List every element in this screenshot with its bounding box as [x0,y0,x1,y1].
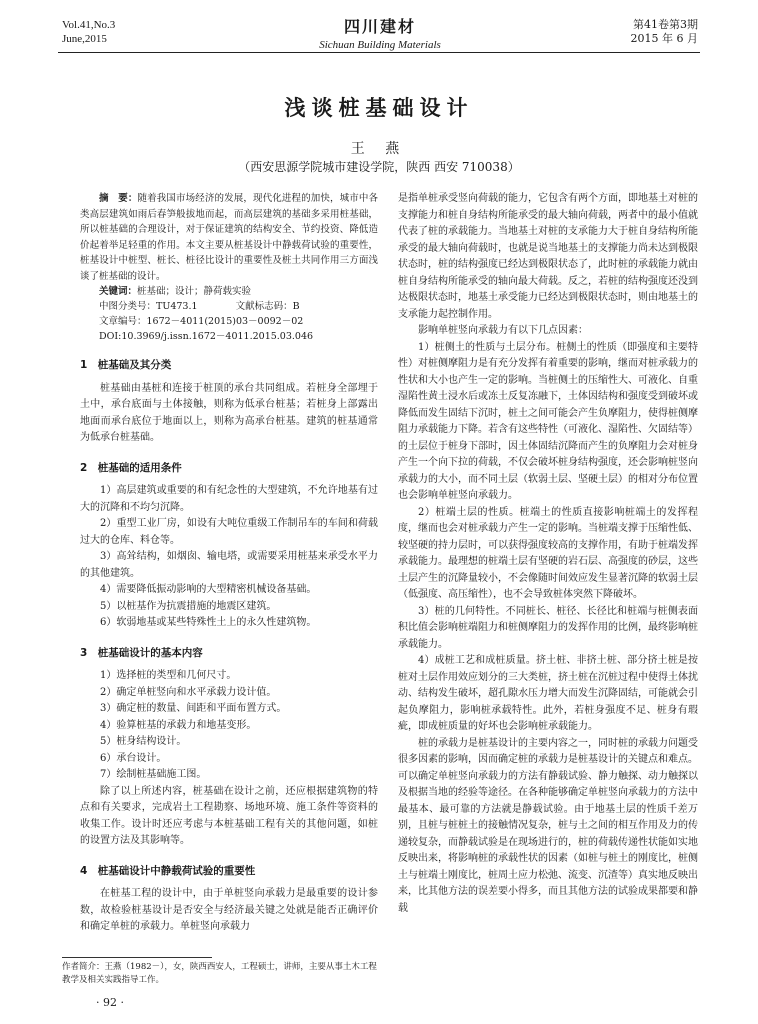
list-item: 3）确定桩的数量、间距和平面布置方式。 [100,703,287,714]
list-item: 4）需要降低振动影响的大型精密机械设备基础。 [100,584,317,595]
clc-number: 中图分类号：TU473.1 [99,301,198,312]
paragraph: 2）桩端土层的性质。桩端土的性质直接影响桩端土的发挥程度，继而也会对桩承载力产生一定的影响。当桩端支撑于压缩性低、较坚硬的持力层时，可以获得强度较高的支撑作用，有助于桩端发挥承载能力。最理想的桩端土层有坚硬的岩石层、高强度的砂层，这些土层产生的沉降量较小，不会像随时间效应发生显著沉降的软弱土层（低强度、高压缩性），也不会导致桩体突然下降破坏。 [398,506,698,600]
header-divider [58,52,700,53]
section-2-heading: 2 桩基础的适用条件 [80,461,182,474]
abstract-text: 随着我国市场经济的发展，现代化进程的加快，城市中各类高层建筑如雨后春笋般拔地而起，而高层建筑的基础多采用桩基础，所以桩基础的合理设计，对于保证建筑的结构安全、节约投资、降低造价起着举足轻重的作用。本文主要从桩基设计中静载荷试验的重要性，桩基设计中桩型、桩长、桩径比设计的重要性及桩土共同作用三方面浅谈了桩基础的设计。 [80,193,378,282]
list-item: 2）确定单桩竖向和水平承载力设计值。 [100,686,277,698]
date-cn: 2015 年 6 月 [630,32,698,45]
left-column [80,191,378,936]
journal-logo: 四川建材 [343,17,416,36]
list-item: 3）高耸结构，如烟囱、输电塔，或需要采用桩基来承受水平力的其他建筑。 [80,551,378,579]
date-en: June,2015 [62,33,107,45]
list-item: 7）绘制桩基础施工图。 [100,769,207,780]
author-footnote: 作者简介：王燕（1982－），女，陕西西安人，工程硕士，讲师，主要从事土木工程教学及相关实践指导工作。 [62,962,377,985]
footnote-divider [62,957,212,958]
list-item: 6）软弱地基或某些特殊性土上的永久性建筑物。 [100,617,317,628]
right-column [398,191,698,917]
article-author: 王 燕 [350,141,408,157]
page-number: · 92 · [96,996,124,1009]
list-item: 5）以桩基作为抗震措施的地震区建筑。 [100,600,277,612]
author-affiliation: （西安思源学院城市建设学院，陕西 西安 710038） [238,160,520,174]
header-left [62,18,115,46]
list-item: 1）高层建筑或重要的和有纪念性的大型建筑，不允许地基有过大的沉降和不均匀沉降。 [80,485,378,513]
journal-name-en: Sichuan Building Materials [319,39,441,51]
list-item: 2）重型工业厂房，如设有大吨位重级工作制吊车的车间和荷载过大的仓库、料仓等。 [80,518,378,546]
volume-label: Vol.41,No.3 [62,19,116,31]
header-right [631,18,698,46]
section-1-paragraph: 桩基础由基桩和连接于桩顶的承台共同组成。若桩身全部埋于土中，承台底面与土体接触，则称为低承台桩基；若桩身上部露出地面而承台底位于地面以上，则称为高承台桩基。建筑的桩基通常为低承台桩基础。 [80,382,378,443]
list-item: 1）选择桩的类型和几何尺寸。 [100,670,237,681]
list-item: 4）验算桩基的承载力和地基变形。 [100,719,257,731]
article-title: 浅谈桩基础设计 [284,96,474,120]
paragraph: 3）桩的几何特性。不同桩长、桩径、长径比和桩端与桩侧表面积比值会影响桩端阻力和桩侧摩阻力的发挥作用的比例，最终影响桩承载能力。 [398,605,698,650]
paragraph: 是指单桩承受竖向荷载的能力，它包含有两个方面，即地基土对桩的支撑能力和桩自身结构所能承受的最大轴向荷载，两者中的最小值就代表了桩的承载能力。当地基土对桩的支承能力大于桩自身结构所能承受的最大轴向荷载时，也就是说当地基土的支撑能力尚未达到极限状态时，桩的结构强度已经达到极限状态了，此时桩的承载能力就由桩自身结构所能承受的轴向最大荷载。反之，若桩的结构强度还没到达极限状态时，地基土承受能力已经达到极限状态时，则由地基土的支承能力起控制作用。 [398,193,698,320]
doi: DOI:10.3969/j.issn.1672－4011.2015.03.046 [99,331,314,342]
issue-cn: 第41卷第3期 [633,18,698,31]
paragraph: 4）成桩工艺和成桩质量。挤土桩、非挤土桩、部分挤土桩是按桩对土层作用效应划分的三大类桩，挤土桩在沉桩过程中使得土体扰动、结构发生破坏，超孔隙水压力增大而发生沉降固结，可能就会引起负摩阻力，影响桩承载特性。此外，若桩身强度不足、桩身有瑕疵，即成桩质量的好坏也会影响桩承载能力。 [398,655,698,732]
paragraph: 影响单桩竖向承载力有以下几点因素： [418,325,588,336]
journal-masthead [290,14,470,51]
keywords-label: 关键词： [99,286,138,297]
article-number: 文章编号：1672－4011(2015)03－0092－02 [99,316,304,327]
section-3-paragraph: 除了以上所述内容，桩基础在设计之前，还应根据建筑物的特点和有关要求，完成岩土工程勘察、场地环境、施工条件等资料的收集工作。设计时还应考虑与本桩基础工程有关的其他问题，如桩的设置方法及其影响等。 [80,785,378,846]
document-code: 文献标志码：B [235,301,300,312]
keywords-text: 桩基础；设计；静荷载实验 [137,286,252,297]
paragraph: 1）桩侧土的性质与土层分布。桩侧土的性质（即强度和主要特性）对桩侧摩阻力是有充分发挥有着重要的影响，继而对桩承载力的性状和大小也产生一定的影响。当桩侧土的压缩性大、可液化、自重湿陷性黄土浸水后或冻土反复冻融下，土体因结构和强度受到破坏或降低而发生固结下沉时，桩土之间可能会产生负摩阻力，使得桩侧摩阻力承载能力下降。若含有这些特性（可液化、湿陷性、欠固结等）的土层位于桩身下部时，因土体固结沉降而产生的负摩阻力会对桩身产生一个向下拉的荷载，不仅会破坏桩身结构强度，还会影响桩竖向承载力的大小，而不同土层（软弱土层、坚硬土层）的相对分布位置也会影响单桩竖向承载力。 [398,341,698,501]
classification [99,299,378,314]
paragraph: 桩的承载力是桩基设计的主要内容之一，同时桩的承载力问题受很多因素的影响，因而确定桩的承载力是桩基设计的关键点和难点。可以确定单桩竖向承载力的方法有静载试验、静力触探、动力触探以及根据当地的经验等途径。在各种能够确定单桩竖向承载力的方法中最基本、最可靠的方法就是静载试验。由于地基土层的性质千差万别，且桩与桩桩土的接触情况复杂，桩与土之间的相互作用及力的传递较复杂，而静载试验是在现场进行的，桩的荷载传递性状能如实地反映出来，将影响桩的承载性状的因素（如桩与桩土的刚度比，桩侧土与桩端土刚度比，桩周土应力松弛、流变、沉渣等）真实地反映出来，比其他方法的误差要小得多，而且其他方法的试验成果都要和静载 [398,737,698,914]
abstract [80,191,378,284]
section-1-heading: 1 桩基础及其分类 [80,359,172,371]
list-item: 6）承台设计。 [100,752,167,764]
list-item: 5）桩身结构设计。 [100,736,187,747]
section-3-heading: 3 桩基础设计的基本内容 [80,646,203,659]
section-4-paragraph: 在桩基工程的设计中，由于单桩竖向承载力是最重要的设计参数，故检验桩基设计是否安全与经济最关键之处就是能否正确评价和确定单桩的承载力。单桩竖向承载力 [80,888,378,932]
abstract-label: 摘 要： [99,193,138,204]
section-4-heading: 4 桩基础设计中静载荷试验的重要性 [80,864,256,877]
keywords [99,284,378,299]
